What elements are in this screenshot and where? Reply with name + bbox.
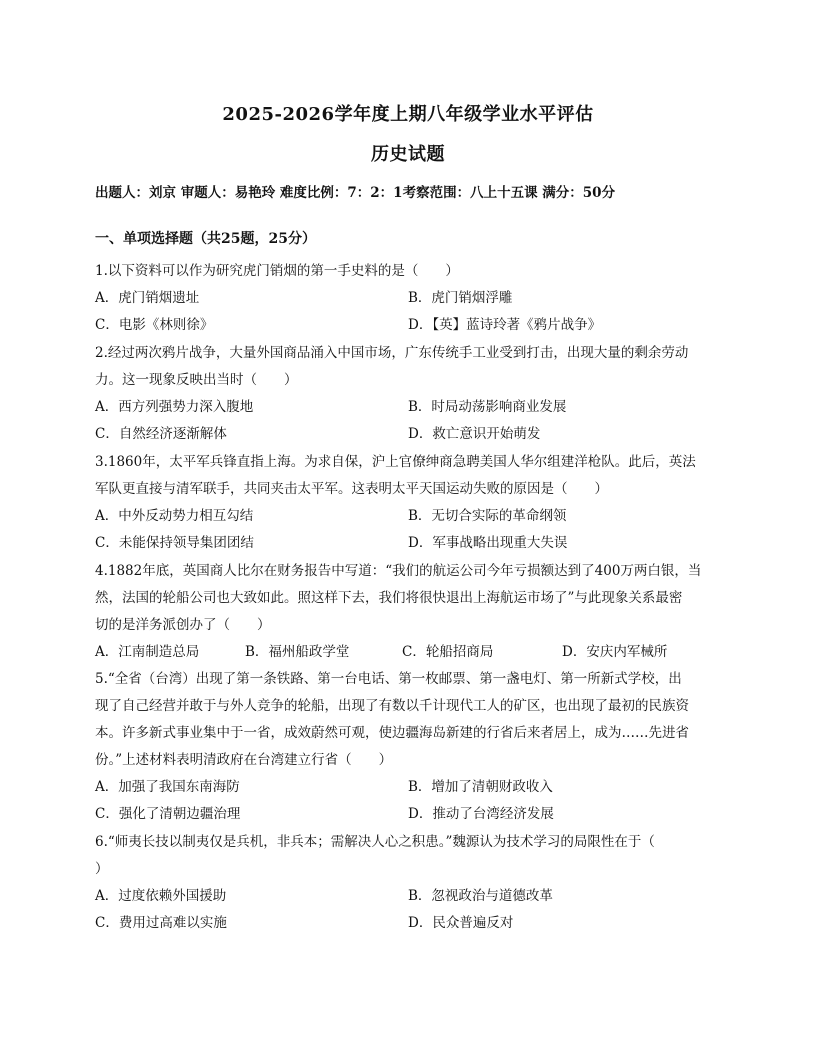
exam-subtitle: 历史试题 <box>371 144 445 165</box>
option-c: C．费用过高难以实施 <box>95 915 227 931</box>
question-stem: 5.“全省（台湾）出现了第一条铁路、第一台电话、第一枚邮票、第一盏电灯、第一所新式学校，出 <box>95 671 682 687</box>
option-b: B．福州船政学堂 <box>245 644 350 660</box>
question-stem: 1.以下资料可以作为研究虎门销烟的第一手史料的是（ ） <box>95 263 459 279</box>
question-stem: 现了自己经营并敢于与外人竞争的轮船，出现了有数以千计现代工人的矿区，也出现了最初的民族资 <box>95 698 689 714</box>
option-a: A．江南制造总局 <box>95 644 200 660</box>
question-stem: ） <box>95 861 109 877</box>
question-stem: 3.1860年，太平军兵锋直指上海。为求自保，沪上官僚绅商急聘美国人华尔组建洋枪队。此后，英法 <box>95 454 696 470</box>
exam-meta: 出题人：刘京 审题人：易艳玲 难度比例：7：2：1考察范围：八上十五课 满分：50分 <box>95 185 616 201</box>
option-c: C．电影《林则徐》 <box>95 317 214 333</box>
question-stem: 6.“师夷长技以制夷仅是兵机，非兵本；需解决人心之积患。”魏源认为技术学习的局限性在于（ <box>95 834 655 850</box>
option-d: D．【英】蓝诗玲著《鸦片战争》 <box>408 317 602 333</box>
option-d: D．民众普遍反对 <box>408 915 514 931</box>
option-a: A．中外反动势力相互勾结 <box>95 508 254 524</box>
option-a: A．加强了我国东南海防 <box>95 779 240 795</box>
question-stem: 军队更直接与清军联手，共同夹击太平军。这表明太平天国运动失败的原因是（ ） <box>95 481 608 497</box>
question-stem: 4.1882年底，英国商人比尔在财务报告中写道：“我们的航运公司今年亏损额达到了400万两白银，当 <box>95 563 702 579</box>
option-a: A．过度依赖外国援助 <box>95 888 227 904</box>
option-d: D．军事战略出现重大失误 <box>408 535 568 551</box>
option-c: C．未能保持领导集团团结 <box>95 535 254 551</box>
option-c: C．轮船招商局 <box>402 644 494 660</box>
option-b: B．无切合实际的革命纲领 <box>408 508 567 524</box>
option-c: C．强化了清朝边疆治理 <box>95 806 241 822</box>
question-3 <box>95 449 721 557</box>
option-d: D．救亡意识开始萌发 <box>408 426 541 442</box>
question-stem: 本。许多新式事业集中于一省，成效蔚然可观，使边疆海岛新建的行省后来者居上，成为……先进省 <box>95 725 689 741</box>
question-stem: 然，法国的轮船公司也大致如此。照这样下去，我们将很快退出上海航运市场了”与此现象关系最密 <box>95 590 683 606</box>
question-stem: 力。这一现象反映出当时（ ） <box>95 372 298 388</box>
option-a: A．西方列强势力深入腹地 <box>95 399 254 415</box>
question-stem: 切的是洋务派创办了（ ） <box>95 617 271 633</box>
option-b: B．虎门销烟浮雕 <box>408 290 513 306</box>
option-a: A．虎门销烟遗址 <box>95 290 200 306</box>
question-2 <box>95 340 721 448</box>
question-6 <box>95 829 721 937</box>
question-stem: 份。”上述材料表明清政府在台湾建立行省（ ） <box>95 752 393 768</box>
option-d: D．推动了台湾经济发展 <box>408 806 554 822</box>
option-d: D．安庆内军械所 <box>562 644 668 660</box>
question-stem: 2.经过两次鸦片战争，大量外国商品涌入中国市场，广东传统手工业受到打击，出现大量的剩余劳动 <box>95 345 689 361</box>
question-5 <box>95 666 721 828</box>
option-c: C．自然经济逐渐解体 <box>95 426 227 442</box>
question-4 <box>95 558 721 666</box>
question-1 <box>95 258 721 339</box>
section-heading: 一、单项选择题（共25题，25分） <box>95 231 316 247</box>
option-b: B．时局动荡影响商业发展 <box>408 399 567 415</box>
option-b: B．忽视政治与道德改革 <box>408 888 553 904</box>
exam-title: 2025-2026学年度上期八年级学业水平评估 <box>222 104 594 125</box>
option-b: B．增加了清朝财政收入 <box>408 779 553 795</box>
